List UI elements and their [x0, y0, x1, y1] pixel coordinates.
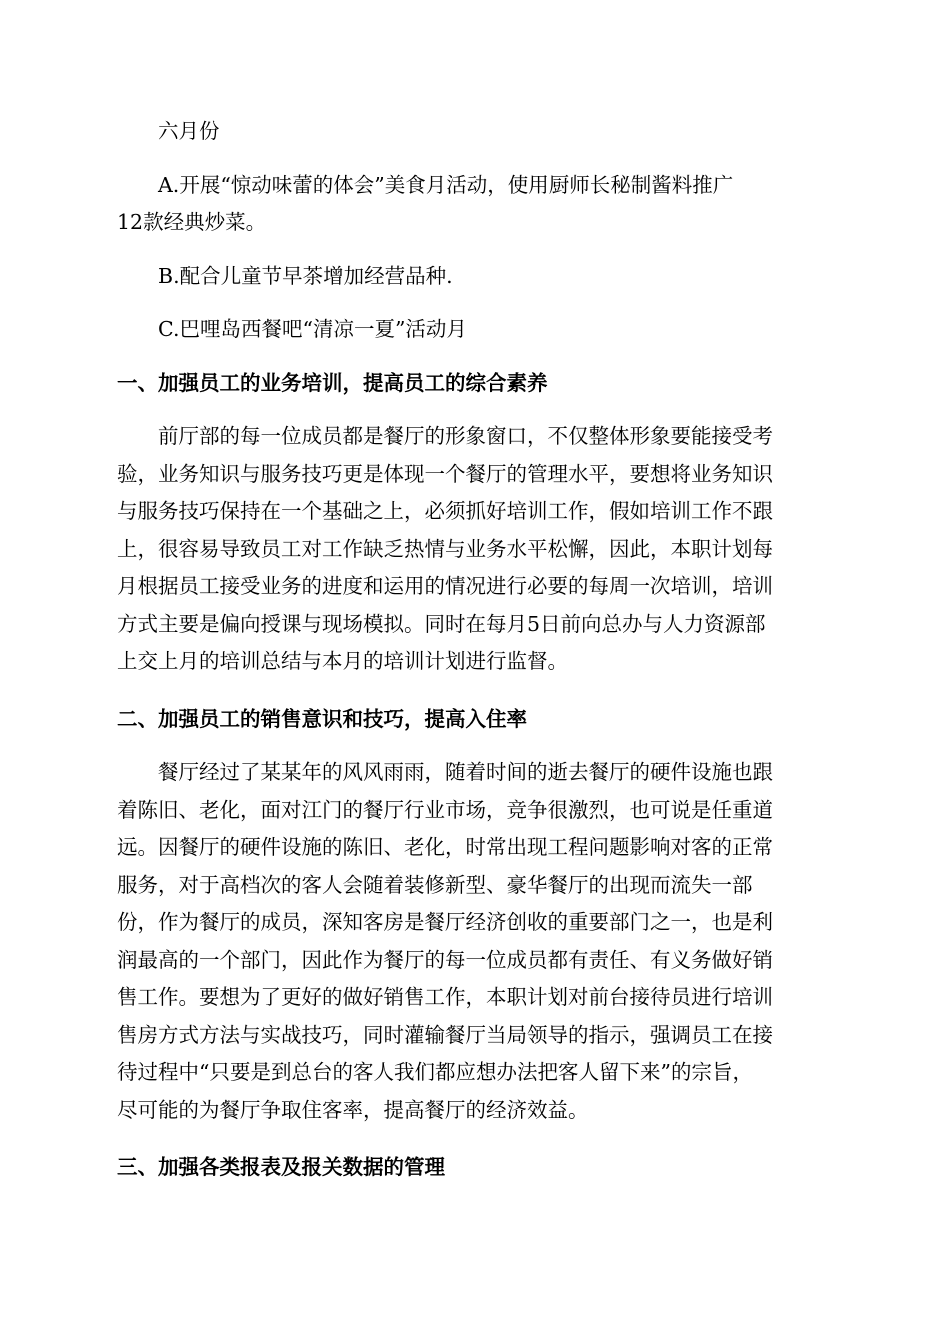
section-1-paragraph — [117, 418, 835, 681]
section-2-line: 待过程中“只要是到总台的客人我们都应想办法把客人留下来”的宗旨， — [117, 1060, 753, 1084]
section-2-heading: 二、加强员工的销售意识和技巧，提高入住率 — [117, 706, 527, 731]
section-3-heading: 三、加强各类报表及报关数据的管理 — [117, 1155, 445, 1179]
section-1-line: 方式主要是偏向授课与现场模拟。同时在每月5日前向总办与人力资源部 — [117, 611, 766, 636]
section-2-line: 售工作。要想为了更好的做好销售工作，本职计划对前台接待员进行培训 — [117, 985, 773, 1009]
document-body — [117, 113, 835, 1203]
june-item-c: C.巴哩岛西餐吧“清凉一夏”活动月 — [158, 317, 467, 341]
section-2-line: 着陈旧、老化，面对江门的餐厅行业市场，竞争很激烈，也可说是任重道 — [117, 797, 773, 822]
june-item-b: B.配合儿童节早茶增加经营品种. — [158, 263, 453, 288]
section-1-line: 上，很容易导致员工对工作缺乏热情与业务水平松懈，因此，本职计划每 — [117, 536, 773, 561]
june-title: 六月份 — [158, 119, 220, 143]
section-1-line: 上交上月的培训总结与本月的培训计划进行监督。 — [117, 649, 568, 673]
section-2-line: 餐厅经过了某某年的风风雨雨，随着时间的逝去餐厅的硬件设施也跟 — [158, 760, 773, 784]
section-2-line: 润最高的一个部门，因此作为餐厅的每一位成员都有责任、有义务做好销 — [117, 947, 773, 972]
section-1-line: 验，业务知识与服务技巧更是体现一个餐厅的管理水平，要想将业务知识 — [117, 461, 773, 486]
june-item-a — [117, 167, 835, 242]
june-item-a-line-1: A.开展“惊动味蕾的体会”美食月活动，使用厨师长秘制酱料推广 — [158, 172, 734, 197]
section-1-line: 月根据员工接受业务的进度和运用的情况进行必要的每周一次培训，培训 — [117, 574, 773, 598]
section-1-heading: 一、加强员工的业务培训，提高员工的综合素养 — [117, 370, 548, 395]
section-2-line: 尽可能的为餐厅争取住客率，提高餐厅的经济效益。 — [117, 1097, 589, 1122]
section-2-line: 远。因餐厅的硬件设施的陈旧、老化，时常出现工程问题影响对客的正常 — [117, 835, 773, 859]
june-item-a-line-2: 12款经典炒菜。 — [117, 210, 267, 234]
section-1-line: 前厅部的每一位成员都是餐厅的形象窗口，不仅整体形象要能接受考 — [158, 424, 773, 448]
section-2-line: 售房方式方法与实战技巧，同时灌输餐厅当局领导的指示，强调员工在接 — [117, 1022, 773, 1047]
section-2-line: 服务，对于高档次的客人会随着装修新型、豪华餐厅的出现而流失一部 — [117, 872, 753, 897]
section-2-paragraph — [117, 754, 835, 1129]
section-2-line: 份，作为餐厅的成员，深知客房是餐厅经济创收的重要部门之一，也是利 — [117, 910, 773, 934]
section-1-line: 与服务技巧保持在一个基础之上，必须抓好培训工作，假如培训工作不跟 — [117, 499, 773, 523]
